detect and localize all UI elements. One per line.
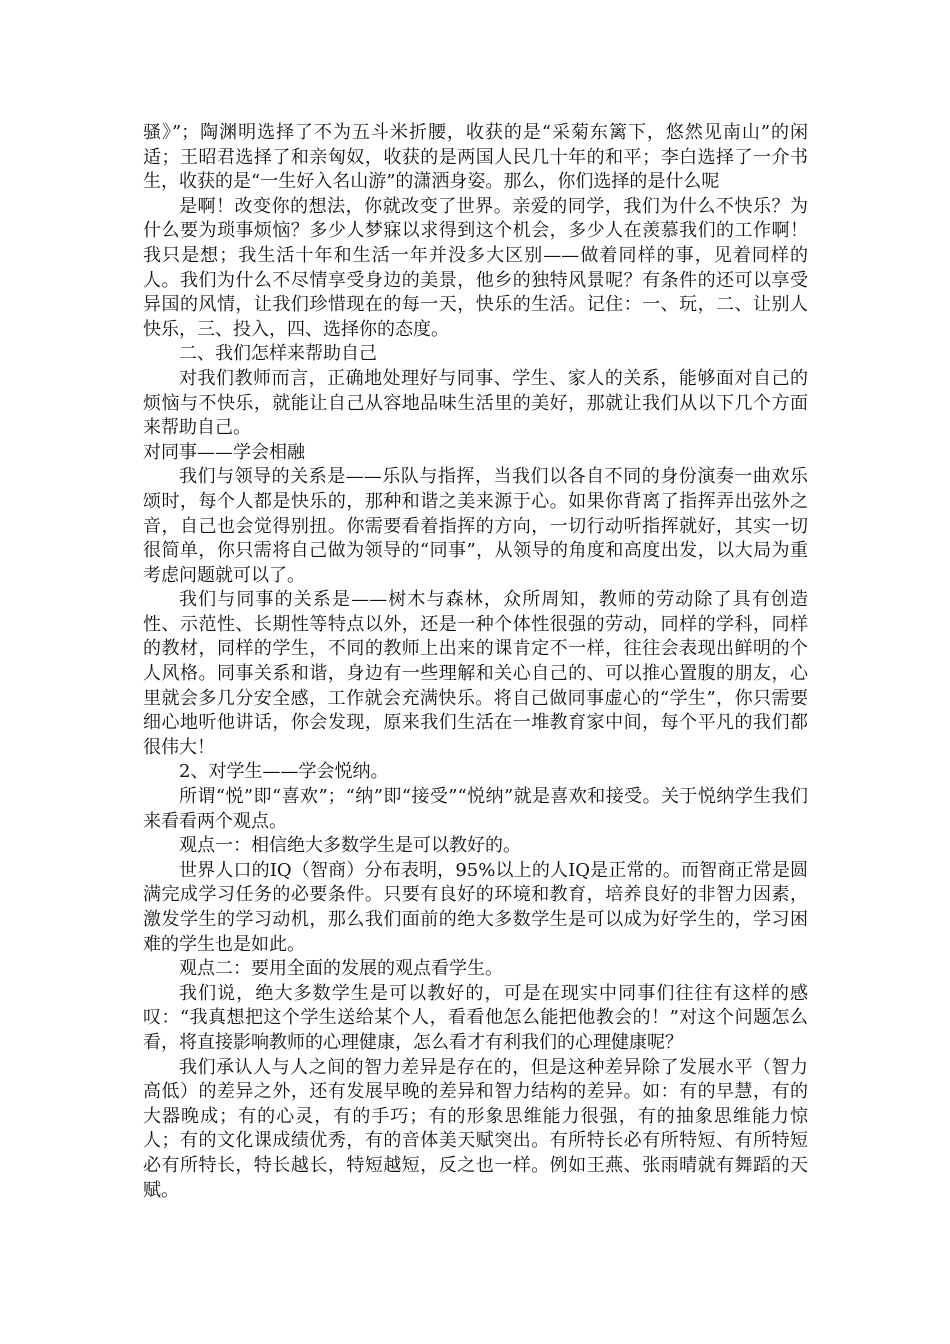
paragraph-7: 世界人口的IQ（智商）分布表明，95%以上的人IQ是正常的。而智商正常是圆满完成学习任务的必要条件。只要有良好的环境和教育，培养良好的非智力因素，激发学生的学习动机，那么我们面前的绝大多数学生是可以成为好学生的，学习困难的学生也是如此。: [143, 859, 808, 955]
paragraph-6: 所谓“悦”即“喜欢”；“纳”即“接受”“悦纳”就是喜欢和接受。关于悦纳学生我们来看看两个观点。: [143, 786, 808, 832]
paragraph-1: 骚》”；陶渊明选择了不为五斗米折腰，收获的是“采菊东篱下，悠然见南山”的闲适；王昭君选择了和亲匈奴，收获的是两国人民几十年的和平；李白选择了一介书生，收获的是“一生好入名山游”的潇洒身姿。那么，你们选择的是什么呢: [143, 122, 808, 193]
paragraph-2: 是啊！改变你的想法，你就改变了世界。亲爱的同学，我们为什么不快乐？为什么要为琐事烦恼？多少人梦寐以求得到这个机会，多少人在羡慕我们的工作啊！我只是想；我生活十年和生活一年并没多大区别——做着同样的事，见着同样的人。我们为什么不尽情享受身边的美景，他乡的独特风景呢？有条件的还可以享受异国的风情，让我们珍惜现在的每一天，快乐的生活。记住：一、玩，二、让别人快乐，三、投入，四、选择你的态度。: [143, 195, 808, 340]
viewpoint-two: 观点二：要用全面的发展的观点看学生。: [179, 958, 503, 980]
paragraph-8: 我们说，绝大多数学生是可以教好的，可是在现实中同事们往往有这样的感叹：“我真想把这个学生送给某个人，看看他怎么能把他教会的！”对这个问题怎么看，将直接影响教师的心理健康，怎么看才有利我们的心理健康呢？: [143, 982, 808, 1053]
section-heading: 二、我们怎样来帮助自己: [179, 343, 377, 365]
document-body: [143, 121, 808, 1203]
subsection-heading-students: 2、对学生——学会悦纳。: [179, 761, 389, 783]
paragraph-3: 对我们教师而言，正确地处理好与同事、学生、家人的关系，能够面对自己的烦恼与不快乐，就能让自己从容地品味生活里的美好，那就让我们从以下几个方面来帮助自己。: [143, 367, 808, 439]
subsection-heading-colleagues: 对同事——学会相融: [143, 441, 305, 463]
paragraph-5: 我们与同事的关系是——树木与森林，众所周知，教师的劳动除了具有创造性、示范性、长期性等特点以外，还是一种个体性很强的劳动，同样的学科，同样的教材，同样的学生，不同的教师上出来的课肯定不一样，往往会表现出鲜明的个人风格。同事关系和谐，身边有一些理解和关心自己的、可以推心置腹的朋友，心里就会多几分安全感，工作就会充满快乐。将自己做同事虚心的“学生”，你只需要细心地听他讲话，你会发现，原来我们生活在一堆教育家中间，每个平凡的我们都很伟大！: [143, 589, 808, 758]
paragraph-4: 我们与领导的关系是——乐队与指挥，当我们以各自不同的身份演奏一曲欢乐颂时，每个人都是快乐的，那种和谐之美来源于心。如果你背离了指挥弄出弦外之音，自己也会觉得别扭。你需要看着指挥的方向，一切行动听指挥就好，其实一切很简单，你只需将自己做为领导的“同事”，从领导的角度和高度出发，以大局为重考虑问题就可以了。: [143, 466, 808, 586]
paragraph-9: 我们承认人与人之间的智力差异是存在的，但是这种差异除了发展水平（智力高低）的差异之外，还有发展早晚的差异和智力结构的差异。如：有的早慧，有的大器晚成；有的心灵，有的手巧；有的形象思维能力很强，有的抽象思维能力惊人；有的文化课成绩优秀，有的音体美天赋突出。有所特长必有所特短、有所特短必有所特长，特长越长，特短越短，反之也一样。例如王燕、张雨晴就有舞蹈的天赋。: [143, 1056, 808, 1201]
viewpoint-one: 观点一：相信绝大多数学生是可以教好的。: [179, 835, 521, 857]
